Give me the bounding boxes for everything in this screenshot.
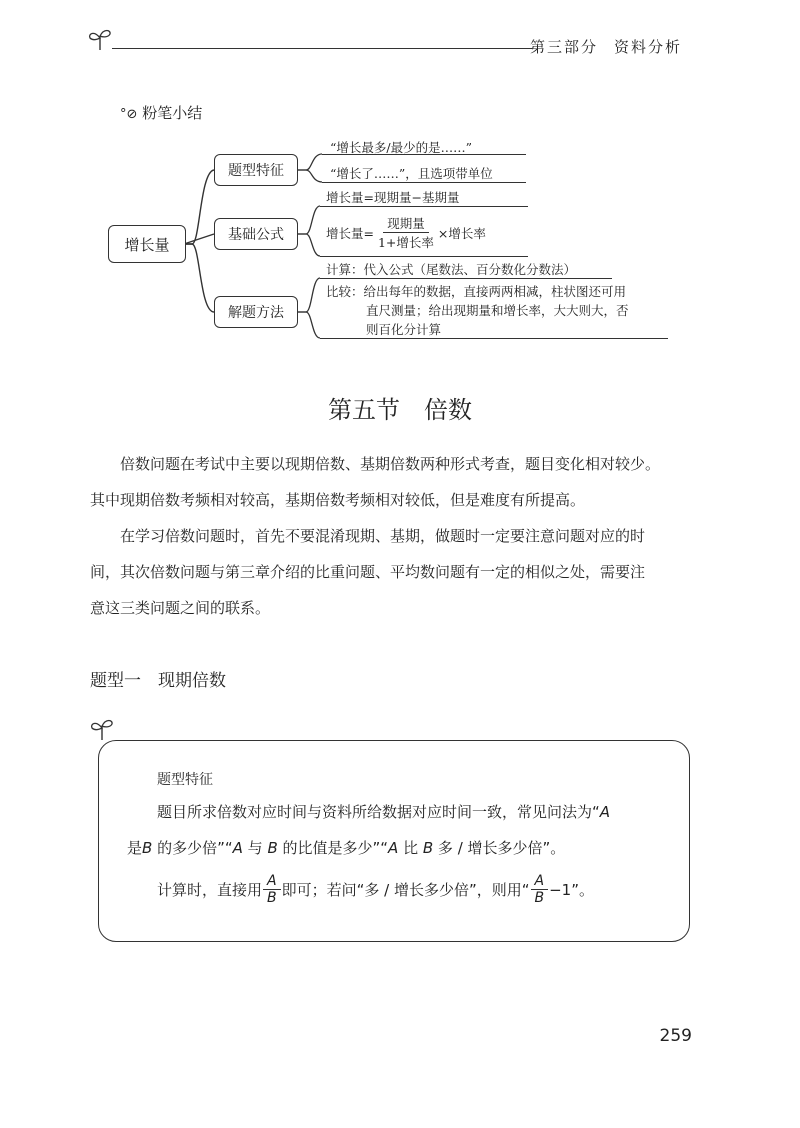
feature-box (98, 740, 690, 942)
page-number: 259 (659, 1026, 692, 1046)
paragraph-1 (90, 446, 702, 518)
paragraph-line: 意这三类问题之间的联系。 (90, 599, 271, 617)
var-a: A (232, 839, 243, 857)
fraction-denominator: B (267, 890, 277, 906)
box-line-3 (157, 873, 594, 906)
branch-node-features (214, 154, 298, 186)
fraction-denominator: B (534, 890, 545, 906)
box-text: 与 (242, 839, 268, 857)
fraction-numerator: A (263, 873, 281, 890)
box-text: 多 / 增长多少倍”。 (433, 839, 566, 857)
subsection-title: 题型一 现期倍数 (90, 671, 226, 691)
var-b: B (422, 839, 434, 857)
leaf-text: “增长最多/最少的是……” (330, 140, 472, 155)
box-text: 计算时，直接用 (157, 881, 263, 899)
header-part: 第三部分 (529, 38, 598, 56)
leaf-text: 计算：代入公式（尾数法、百分数化分数法） (326, 262, 577, 277)
formula-suffix: ×增长率 (437, 225, 486, 241)
var-a: A (388, 839, 399, 857)
var-b: B (142, 839, 153, 857)
box-line-1 (157, 801, 610, 822)
formula-fraction (378, 214, 434, 251)
paragraph-line: 倍数问题在考试中主要以现期倍数、基期倍数两种形式考查，题目变化相对较少。 (120, 455, 661, 473)
growth-formula (326, 214, 486, 251)
header-section: 资料分析 (613, 38, 682, 56)
branch-node-formula (214, 218, 298, 250)
root-node (108, 225, 186, 263)
leaf-text: 则百化分计算 (366, 322, 442, 337)
ratio-fraction (263, 873, 281, 906)
paragraph-line: 在学习倍数问题时，首先不要混淆现期、基期，做题时一定要注意问题对应的时 (120, 527, 646, 545)
box-heading: 题型特征 (157, 772, 213, 788)
leaf-text: 直尺测量；给出现期量和增长率，大大则大，否 (366, 303, 629, 318)
branch-label: 题型特征 (228, 163, 284, 179)
box-line-2 (127, 837, 565, 858)
paragraph-line: 间，其次倍数问题与第三章介绍的比重问题、平均数问题有一定的相似之处，需要注 (90, 563, 646, 581)
leaf-underline (320, 206, 528, 207)
leaf-underline (320, 256, 528, 257)
formula-numerator: 现期量 (383, 214, 429, 233)
box-text: 题目所求倍数对应时间与资料所给数据对应时间一致，常见问法为“ (157, 803, 600, 821)
leaf-text: 增长量=现期量−基期量 (326, 190, 460, 205)
paragraph-2 (90, 518, 702, 626)
section-title: 第五节 倍数 (328, 396, 472, 424)
ratio-fraction (531, 873, 549, 906)
box-text: −1”。 (549, 881, 594, 899)
leaf-underline (322, 182, 526, 183)
var-a: A (599, 803, 611, 821)
box-text: 是 (127, 839, 143, 857)
leaf-text: “增长了……”，且选项带单位 (330, 166, 493, 181)
box-text: 比 (398, 839, 423, 857)
leaf-text: 比较：给出每年的数据，直接两两相减，柱状图还可用 (326, 284, 627, 299)
box-text: 的多少倍”“ (152, 839, 233, 857)
leaf-underline (320, 338, 668, 339)
box-text: 的比值是多少”“ (277, 839, 389, 857)
chalk-icon: °⊘ (120, 107, 138, 122)
leaf-underline (320, 278, 612, 279)
branch-label: 基础公式 (228, 227, 284, 243)
leaf-underline (322, 154, 526, 155)
fraction-numerator: A (531, 873, 549, 890)
branch-node-method (214, 296, 298, 328)
branch-label: 解题方法 (228, 305, 284, 321)
box-text: 即可；若问“多 / 增长多少倍”，则用“ (281, 881, 530, 899)
paragraph-line: 其中现期倍数考频相对较高，基期倍数考频相对较低，但是难度有所提高。 (90, 491, 586, 509)
root-label: 增长量 (124, 235, 170, 254)
summary-title: 粉笔小结 (142, 104, 203, 122)
var-b: B (267, 839, 278, 857)
formula-prefix: 增长量= (326, 225, 374, 241)
formula-denominator: 1+增长率 (377, 235, 434, 250)
